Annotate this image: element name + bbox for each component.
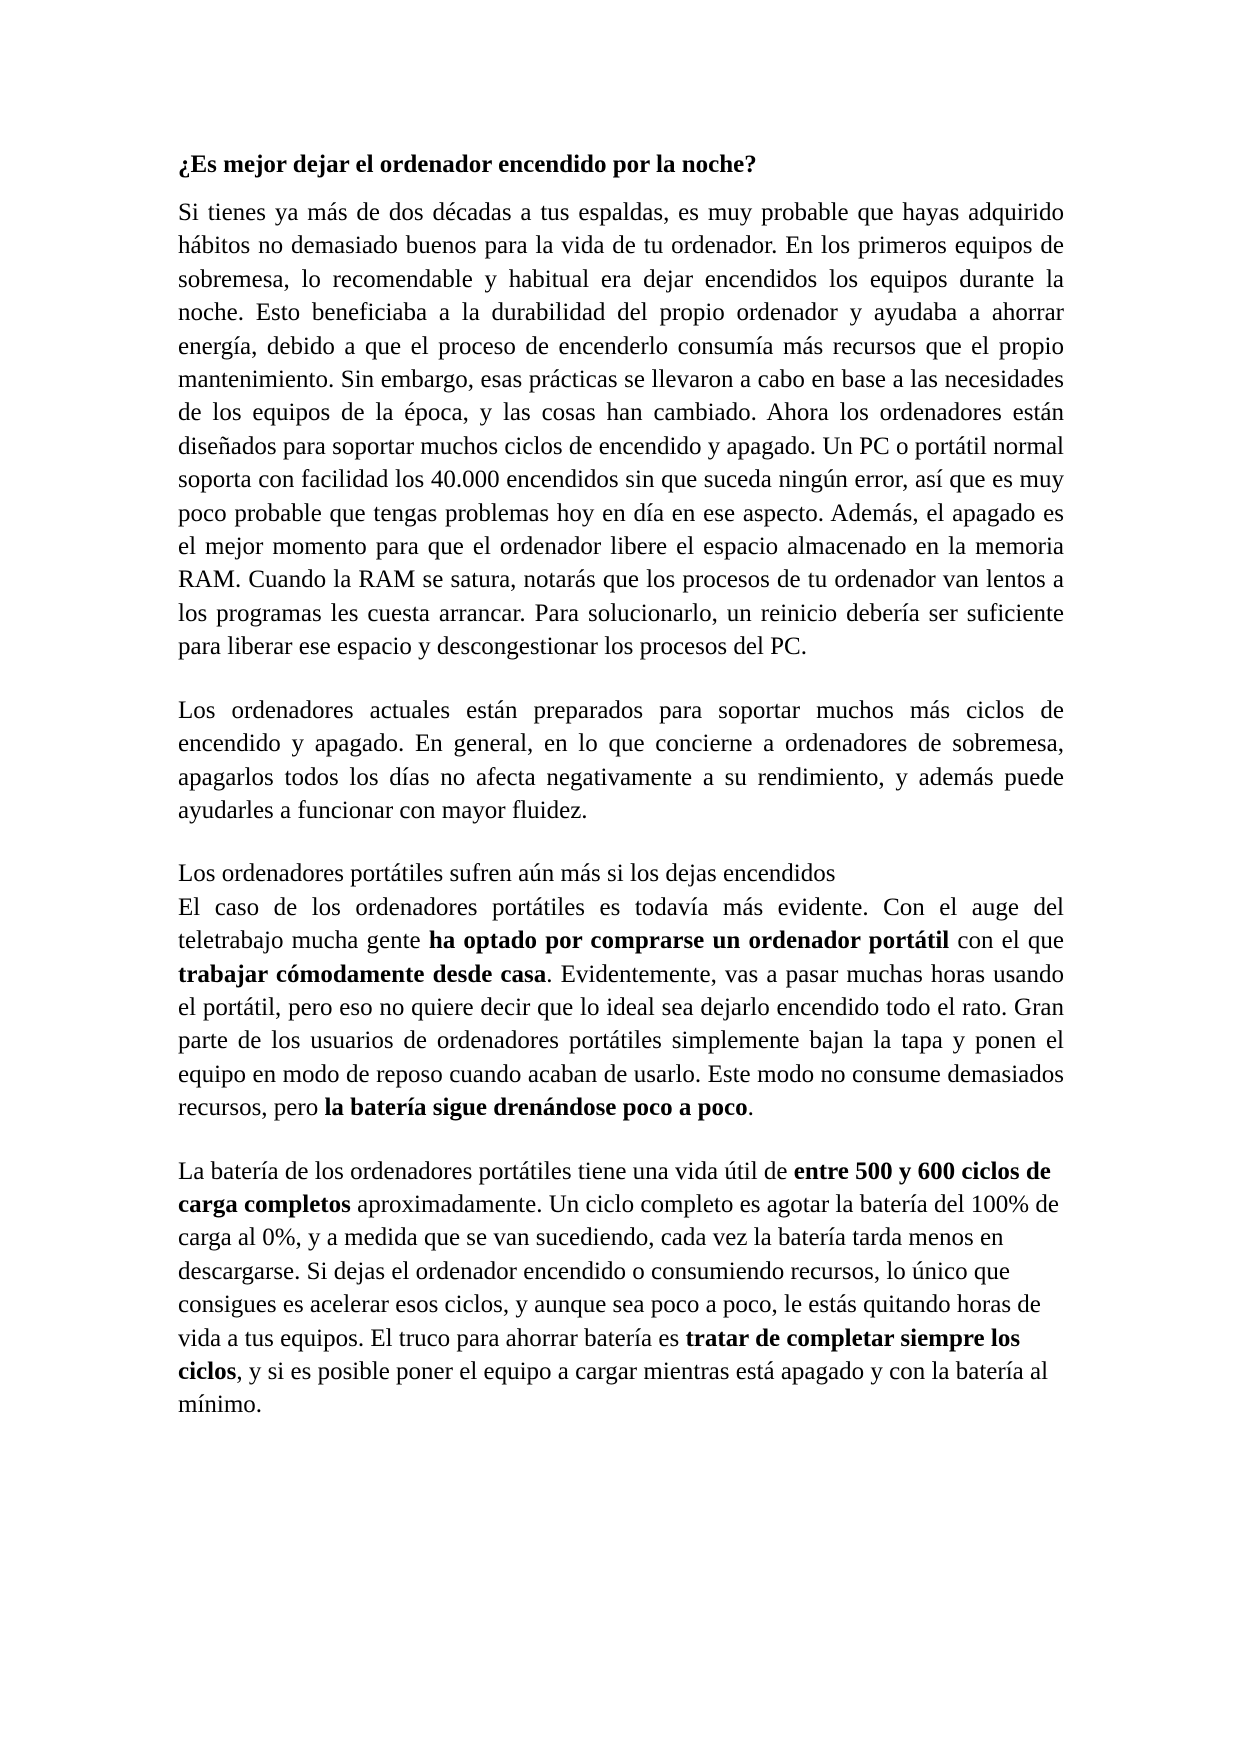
paragraph-4-text-2: aproximadamente. Un ciclo completo es agotar la batería del 100% de carga al 0%, y a medida que se van sucediendo, cada vez la batería tarda menos en descargarse. Si dejas el ordenador encendido o consumiendo recursos, lo único que consigues es acelerar esos ciclos, y aunque sea poco a poco, le estás quitando horas de vida a tus equipos. El truco para ahorrar batería es [178, 1190, 1059, 1352]
paragraph-3-bold-1: ha optado por comprarse un ordenador portátil [428, 927, 950, 955]
paragraph-3-text-1: El caso de los ordenadores portátiles es todavía más evidente. Con el auge del teletrabajo mucha gente [178, 893, 1064, 955]
paragraph-3-text-4: . [747, 1094, 754, 1122]
paragraph-4-text-1: La batería de los ordenadores portátiles tiene una vida útil de [178, 1157, 794, 1185]
paragraph-3 [178, 891, 1064, 1125]
paragraph-3-text-3: . Evidentemente, vas a pasar muchas horas usando el portátil, pero eso no quiere decir que lo ideal sea dejarlo encendido todo el rato. Gran parte de los usuarios de ordenadores portátiles simplemente bajan la tapa y ponen el equipo en modo de reposo cuando acaban de usarlo. Este modo no consume demasiados recursos, pero [178, 960, 1065, 1122]
document-title: ¿Es mejor dejar el ordenador encendido por la noche? [178, 151, 757, 178]
paragraph-4-bold-2: tratar de completar siempre los ciclos [178, 1324, 1021, 1385]
paragraph-4 [178, 1155, 1064, 1422]
paragraph-4-bold-1: entre 500 y 600 ciclos de carga completos [178, 1157, 1051, 1218]
subheading: Los ordenadores portátiles sufren aún más si los dejas encendidos [178, 860, 836, 888]
paragraph-2: Los ordenadores actuales están preparados para soportar muchos más ciclos de encendido y apagado. En general, en lo que concierne a ordenadores de sobremesa, apagarlos todos los días no afecta negativamente a su rendimiento, y además puede ayudarles a funcionar con mayor fluidez. [178, 696, 1064, 824]
paragraph-3-bold-2: trabajar cómodamente desde casa [178, 960, 547, 988]
paragraph-4-text-3: , y si es posible poner el equipo a cargar mientras está apagado y con la batería al mínimo. [178, 1358, 1049, 1419]
paragraph-3-text-2: con el que [949, 927, 1064, 955]
paragraph-3-bold-3: la batería sigue drenándose poco a poco [324, 1094, 748, 1122]
paragraph-1: Si tienes ya más de dos décadas a tus espaldas, es muy probable que hayas adquirido hábitos no demasiado buenos para la vida de tu ordenador. En los primeros equipos de sobremesa, lo recomendable y habitual era dejar encendidos los equipos durante la noche. Esto beneficiaba a la durabilidad del propio ordenador y ayudaba a ahorrar energía, debido a que el proceso de encenderlo consumía más recursos que el propio mantenimiento. Sin embargo, esas prácticas se llevaron a cabo en base a las necesidades de los equipos de la época, y las cosas han cambiado. Ahora los ordenadores están diseñados para soportar muchos ciclos de encendido y apagado. Un PC o portátil normal soporta con facilidad los 40.000 encendidos sin que suceda ningún error, así que es muy poco probable que tengas problemas hoy en día en ese aspecto. Además, el apagado es el mejor momento para que el ordenador libere el espacio almacenado en la memoria RAM. Cuando la RAM se satura, notarás que los procesos de tu ordenador van lentos a los programas les cuesta arrancar. Para solucionarlo, un reinicio debería ser suficiente para liberar ese espacio y descongestionar los procesos del PC. [178, 199, 1064, 661]
